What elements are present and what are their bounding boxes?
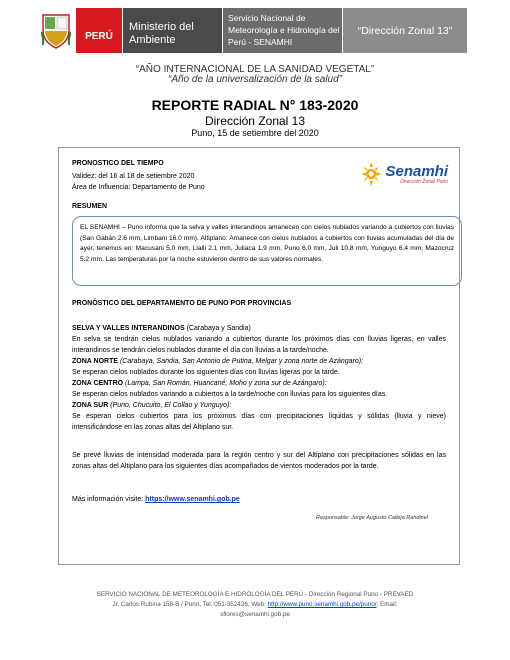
year-name-line-2: “Año de la universalización de la salud” bbox=[168, 74, 342, 85]
selva-text: En selva se tendrán cielos nublados variando a cubiertos durante los próximos días con lluvias ligeras, en valles interandinos se tendrán cielos nublados durante el día con lluvias a la tarde/noche. bbox=[72, 336, 446, 354]
selva-section bbox=[72, 323, 446, 433]
centro-provinces: (Lampa, San Román, Huancané, Moho y zona sur de Azángaro): bbox=[123, 380, 327, 387]
info-line bbox=[72, 494, 240, 505]
sur-text: Se esperan cielos cubiertos para los próximos días con precipitaciones líquidas y sólidas (lluvia y nieve) intensificándose en las zonas altas del Altiplano sur. bbox=[72, 413, 446, 431]
norte-text: Se esperan cielos nublados durante los siguientes días con lluvias ligeras por la tarde. bbox=[72, 369, 340, 376]
validez-text: Validez: del 16 al 18 de setiembre 2020 bbox=[72, 173, 195, 180]
report-date: Puno, 15 de setiembre del 2020 bbox=[191, 128, 319, 138]
logo-name: Senamhi bbox=[385, 162, 448, 180]
peru-shield-logo bbox=[36, 8, 76, 53]
provincias-title: PRONÓSTICO DEL DEPARTAMENTO DE PUNO POR PROVINCIAS bbox=[72, 300, 292, 307]
selva-provinces: (Carabaya y Sandia) bbox=[184, 325, 251, 332]
footer bbox=[40, 590, 470, 620]
logo-tagline: Dirección Zonal Puno bbox=[400, 178, 448, 185]
report-title: REPORTE RADIAL N° 183-2020 bbox=[151, 97, 359, 113]
norte-provinces: (Carabaya, Sandia, San Antonio de Putina, Melgar y zona norte de Azángaro): bbox=[118, 358, 364, 365]
centro-text: Se esperan cielos nublados variando a cubiertos a la tarde/noche con lluvias para los siguientes días. bbox=[72, 391, 388, 398]
sun-icon bbox=[360, 159, 382, 189]
footer-email-label: ; Email: bbox=[376, 601, 398, 608]
header-ministry: Ministerio del Ambiente bbox=[123, 8, 222, 53]
resumen-title: RESUMEN bbox=[72, 203, 108, 210]
footer-address: Jr. Carlos Rubina 158-B / Puno, Tel.:051-352426, Web: bbox=[112, 601, 268, 608]
header-country: PERÚ bbox=[76, 8, 122, 53]
signed-by: Responsable: Jorge Augusto Calleja Randinel bbox=[316, 515, 429, 521]
report-subtitle: Dirección Zonal 13 bbox=[204, 114, 306, 128]
senamhi-logo bbox=[360, 156, 448, 192]
footer-line-2 bbox=[40, 600, 470, 610]
header-banner bbox=[36, 8, 476, 53]
centro-title: ZONA CENTRO bbox=[72, 380, 124, 387]
norte-title: ZONA NORTE bbox=[72, 358, 119, 365]
header-service: Servicio Nacional de Meteorología e Hidrología del Perú - SENAMHI bbox=[223, 8, 342, 53]
footer-line-1: SERVICIO NACIONAL DE METEOROLOGÍA E HIDROLOGÍA DEL PERÚ - Dirección Regional Puno - PREVAED bbox=[96, 591, 414, 598]
area-text: Área de Influencia: Departamento de Puno bbox=[72, 184, 205, 191]
resumen-box bbox=[72, 216, 462, 286]
pronostico-title: PRONOSTICO DEL TIEMPO bbox=[72, 160, 164, 167]
info-label: Más información visite: bbox=[72, 496, 146, 503]
resumen-text: EL SENAMHI – Puno informa que la selva y valles interandinos amanecen con cielos nublados variando a cubiertos con lluvias (San Gabán 2.6 mm, Limbani 16.0 mm). Altiplano: Amanece con cielos nublados a cubiertos con lluvias acumuladas del día de ayer, tenemos en: Macusani 5.0 mm, Llalli 2.1 mm, Juliaca 1.9 mm, Puno 6.0 mm, Juli 10.8 mm, Yunguyo 6.4 mm, Mazocruz 5.2 mm. Las temperaturas por la noche estuvieron dentro de sus valores normales. bbox=[80, 224, 454, 263]
sur-provinces: (Puno, Chucuito, El Collao y Yunguyo): bbox=[108, 402, 232, 409]
header-zone: “Dirección Zonal 13” bbox=[343, 8, 467, 53]
selva-title: SELVA Y VALLES INTERANDINOS bbox=[72, 325, 185, 332]
senamhi-website-link[interactable]: https://www.senamhi.gob.pe bbox=[145, 496, 240, 503]
sur-title: ZONA SUR bbox=[72, 402, 109, 409]
general-text: Se prevé lluvias de intensidad moderada para la región centro y sur del Altiplano con precipitaciones sólidas en las zonas altas del Altiplano para los siguientes días acompañados de vientos moderados por la tarde. bbox=[72, 452, 446, 470]
footer-web-link[interactable]: http://www.puno.senamhi.gob.pe/puno/ bbox=[267, 601, 377, 608]
year-name-line-1: “AÑO INTERNACIONAL DE LA SANIDAD VEGETAL” bbox=[135, 64, 375, 75]
footer-email[interactable]: sflores@senamhi.gob.pe bbox=[220, 611, 290, 618]
